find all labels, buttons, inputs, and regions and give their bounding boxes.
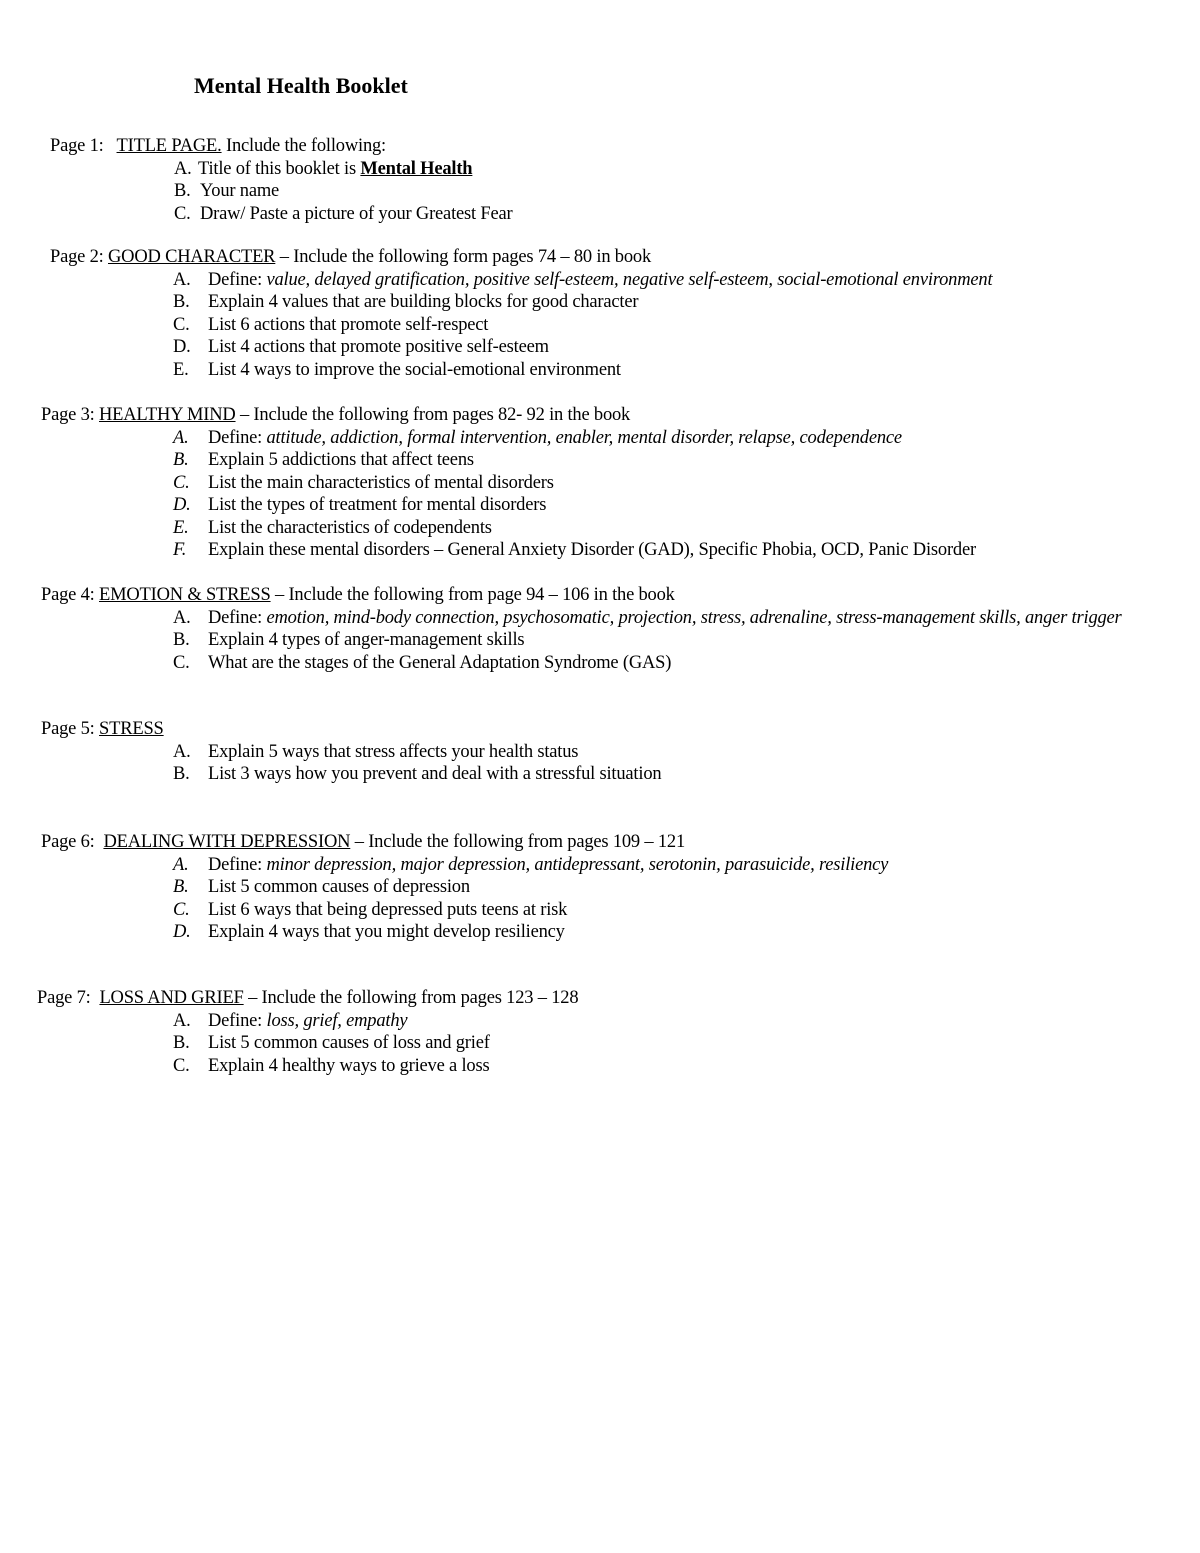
item-text: Define: bbox=[208, 269, 267, 290]
section-heading bbox=[41, 831, 1173, 854]
list-item bbox=[173, 607, 1158, 630]
section-name: GOOD CHARACTER bbox=[108, 247, 276, 267]
section-label: Page 3: bbox=[41, 405, 95, 425]
item-letter: A. bbox=[174, 158, 192, 179]
item-letter: A. bbox=[173, 741, 191, 762]
list-item bbox=[173, 652, 1158, 675]
item-text: Define: bbox=[208, 607, 267, 628]
item-letter: C. bbox=[174, 203, 191, 224]
list-item bbox=[173, 876, 1173, 899]
section-instructions: – Include the following from page 94 – 106 in the book bbox=[270, 585, 675, 605]
item-letter: D. bbox=[173, 495, 191, 515]
section-heading bbox=[41, 404, 1193, 427]
item-text: List the types of treatment for mental disorders bbox=[208, 495, 547, 515]
item-letter: F. bbox=[173, 540, 187, 560]
item-text: What are the stages of the General Adaptation Syndrome (GAS) bbox=[208, 652, 672, 673]
item-letter: B. bbox=[173, 764, 190, 784]
section-heading bbox=[37, 987, 1173, 1010]
section-page-2 bbox=[50, 246, 1193, 381]
list-item bbox=[173, 517, 1193, 540]
item-text: List the main characteristics of mental disorders bbox=[208, 472, 554, 493]
item-list bbox=[173, 1010, 1173, 1078]
list-item bbox=[173, 1055, 1173, 1078]
list-item bbox=[173, 336, 1193, 359]
section-heading bbox=[50, 135, 512, 158]
section-instructions: – Include the following form pages 74 – 80 in book bbox=[275, 247, 651, 267]
item-text: Explain 4 ways that you might develop resiliency bbox=[208, 922, 565, 942]
list-item bbox=[174, 158, 512, 181]
section-name: LOSS AND GRIEF bbox=[99, 988, 244, 1008]
section-heading bbox=[41, 584, 1158, 607]
item-letter: B. bbox=[173, 630, 190, 650]
section-page-3 bbox=[41, 404, 1193, 562]
item-text: List 6 ways that being depressed puts teens at risk bbox=[208, 899, 568, 920]
section-name: HEALTHY MIND bbox=[99, 405, 236, 425]
section-page-5 bbox=[41, 718, 1173, 786]
item-letter: B. bbox=[173, 1033, 190, 1053]
item-letter: B. bbox=[173, 450, 189, 470]
item-list bbox=[173, 854, 1173, 944]
list-item bbox=[173, 314, 1193, 337]
list-item bbox=[173, 427, 1193, 450]
item-list bbox=[173, 741, 1173, 786]
item-letter: C. bbox=[173, 1055, 190, 1076]
item-letter: A. bbox=[173, 1010, 191, 1031]
item-text: Draw/ Paste a picture of your Greatest Fear bbox=[200, 203, 513, 224]
list-item bbox=[173, 494, 1193, 517]
item-list bbox=[173, 427, 1193, 562]
item-letter: B. bbox=[173, 877, 189, 897]
item-text: List 3 ways how you prevent and deal with a stressful situation bbox=[208, 764, 662, 784]
section-name: STRESS bbox=[99, 719, 164, 739]
section-instructions: Include the following: bbox=[221, 136, 386, 156]
section-heading bbox=[50, 246, 1193, 269]
item-letter: A. bbox=[173, 607, 191, 628]
item-letter: A. bbox=[173, 854, 189, 875]
item-text: Define: bbox=[208, 1010, 267, 1031]
list-item bbox=[173, 629, 1158, 652]
section-page-7 bbox=[37, 987, 1173, 1077]
list-item bbox=[173, 763, 1173, 786]
section-label: Page 4: bbox=[41, 585, 95, 605]
section-page-4 bbox=[41, 584, 1158, 674]
item-letter: B. bbox=[173, 292, 190, 312]
list-item bbox=[173, 741, 1173, 764]
item-text: Explain 4 healthy ways to grieve a loss bbox=[208, 1055, 490, 1076]
defined-terms: attitude, addiction, formal intervention, enabler, mental disorder, relapse, codependence bbox=[266, 427, 902, 448]
section-instructions: – Include the following from pages 82- 92 in the book bbox=[235, 405, 631, 425]
section-label: Page 1: bbox=[50, 136, 104, 156]
item-letter: C. bbox=[173, 314, 190, 335]
item-list bbox=[174, 158, 512, 226]
item-letter: C. bbox=[173, 652, 190, 673]
item-text: List 4 actions that promote positive self-esteem bbox=[208, 337, 549, 357]
list-item bbox=[173, 854, 1173, 877]
list-item bbox=[173, 1010, 1173, 1033]
list-item bbox=[173, 1032, 1173, 1055]
section-instructions: – Include the following from pages 123 – 128 bbox=[243, 988, 579, 1008]
list-item bbox=[173, 359, 1193, 382]
item-list bbox=[173, 607, 1158, 675]
defined-terms: loss, grief, empathy bbox=[266, 1010, 408, 1031]
item-letter: C. bbox=[173, 472, 190, 493]
item-text: Explain 5 ways that stress affects your health status bbox=[208, 741, 579, 762]
item-text: List 5 common causes of loss and grief bbox=[208, 1033, 490, 1053]
section-instructions: – Include the following from pages 109 – 121 bbox=[350, 832, 686, 852]
list-item bbox=[173, 269, 1193, 292]
section-label: Page 7: bbox=[37, 988, 91, 1008]
list-item bbox=[173, 921, 1173, 944]
section-heading bbox=[41, 718, 1173, 741]
item-letter: C. bbox=[173, 899, 190, 920]
section-name: EMOTION & STRESS bbox=[99, 585, 271, 605]
item-text: Explain 4 types of anger-management skills bbox=[208, 630, 525, 650]
list-item bbox=[174, 180, 512, 203]
section-name: TITLE PAGE. bbox=[116, 136, 222, 156]
list-item bbox=[173, 472, 1193, 495]
item-letter: E. bbox=[173, 517, 189, 538]
section-label: Page 2: bbox=[50, 247, 104, 267]
list-item bbox=[173, 291, 1193, 314]
item-letter: B. bbox=[174, 181, 191, 201]
list-item bbox=[173, 899, 1173, 922]
section-label: Page 5: bbox=[41, 719, 95, 739]
list-item bbox=[173, 539, 1193, 562]
booklet-title-emphasis: Mental Health bbox=[360, 158, 473, 179]
item-letter: A. bbox=[173, 427, 189, 448]
list-item bbox=[174, 203, 512, 226]
item-text: Your name bbox=[200, 181, 280, 201]
defined-terms: emotion, mind-body connection, psychosomatic, projection, stress, adrenaline, stress-management skills, anger trigger bbox=[266, 607, 1122, 628]
section-name: DEALING WITH DEPRESSION bbox=[103, 832, 351, 852]
defined-terms: value, delayed gratification, positive self-esteem, negative self-esteem, social-emotional environment bbox=[266, 269, 993, 290]
item-text: List 4 ways to improve the social-emotional environment bbox=[208, 359, 621, 380]
item-letter: D. bbox=[173, 337, 191, 357]
item-text: Title of this booklet is bbox=[198, 158, 361, 179]
document-title: Mental Health Booklet bbox=[194, 73, 408, 98]
item-text: Explain 5 addictions that affect teens bbox=[208, 450, 474, 470]
list-item bbox=[173, 449, 1193, 472]
item-text: Explain these mental disorders – General Anxiety Disorder (GAD), Specific Phobia, OCD, Panic Disorder bbox=[208, 540, 976, 560]
item-letter: D. bbox=[173, 922, 191, 942]
item-letter: E. bbox=[173, 359, 189, 380]
item-text: List 5 common causes of depression bbox=[208, 877, 470, 897]
item-text: Define: bbox=[208, 427, 267, 448]
item-text: List the characteristics of codependents bbox=[208, 517, 492, 538]
item-letter: A. bbox=[173, 269, 191, 290]
defined-terms: minor depression, major depression, antidepressant, serotonin, parasuicide, resiliency bbox=[266, 854, 889, 875]
item-text: List 6 actions that promote self-respect bbox=[208, 314, 489, 335]
item-text: Define: bbox=[208, 854, 267, 875]
section-label: Page 6: bbox=[41, 832, 95, 852]
section-page-6 bbox=[41, 831, 1173, 944]
section-page-1 bbox=[50, 135, 512, 225]
item-list bbox=[173, 269, 1193, 382]
item-text: Explain 4 values that are building blocks for good character bbox=[208, 292, 639, 312]
